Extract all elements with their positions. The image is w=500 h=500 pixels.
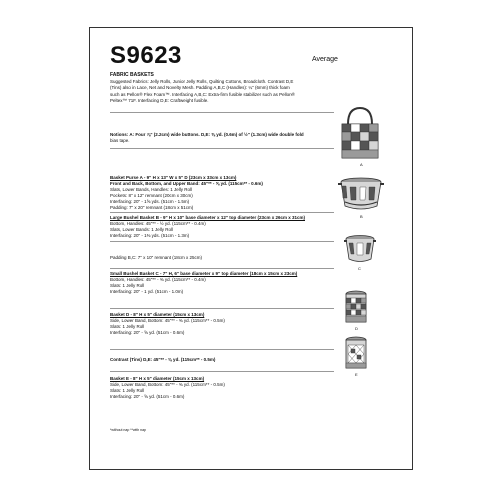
yardage-line: Interfacing: 20" - 1⅜ yds. (51cm - 1.3m) bbox=[110, 233, 190, 238]
suggested-line: Peltex™ 71F. Interfacing D,E: Craftweight fusible. bbox=[110, 98, 209, 104]
divider bbox=[110, 308, 334, 309]
yardage-line: Slats: 1 Jelly Roll bbox=[110, 388, 145, 393]
yardage-line: Bottom, Handles: 45"** - ½ yd. (115cm** - 0.4m) bbox=[110, 221, 206, 226]
divider bbox=[110, 371, 334, 372]
divider bbox=[110, 268, 334, 269]
section-basket-e bbox=[110, 376, 340, 400]
suggested-line: Suggested Fabrics: Jelly Rolls, Junior Jelly Rolls, Quilting Cottons, Broadcloth. Contrast D,E bbox=[110, 79, 294, 84]
section-padding bbox=[110, 255, 340, 261]
divider bbox=[110, 148, 334, 149]
section-contrast bbox=[110, 357, 340, 363]
yardage-line: Interfacing: 20" - ⅝ yd. (51cm - 0.6m) bbox=[110, 330, 185, 335]
yardage-line: Bottom, Handles: 45"** - ⅜ yd. (115cm** - 0.4m) bbox=[110, 277, 206, 282]
suggested-fabrics bbox=[110, 79, 350, 105]
section-title: FABRIC BASKETS bbox=[110, 72, 154, 78]
yardage-line: Side, Lower Band, Bottom: 45"** - ⅜ yd. (115cm** - 0.5m) bbox=[110, 318, 225, 323]
yardage-line: Interfacing: 20" - 1 yd. (51cm - 1.0m) bbox=[110, 289, 184, 294]
yardage-line: Contrast (Tins) D,E: 45"** - ⅜ yd. (115cm** - 0.5m) bbox=[110, 357, 216, 362]
notions-line: Notions: A: Four ⅞" (2.2cm) wide buttons. D,E: ⅝ yd. (0.6m) of ½" (1.3cm) wide double fold bbox=[110, 132, 304, 137]
yardage-line: Side, Lower Band, Bottom: 45"** - ⅜ yd. (115cm** - 0.5m) bbox=[110, 382, 225, 387]
suggested-line: such as Pellon® Flex Foam™. Interfacing A,B,C: Extra-firm fusible stabilizer such as Pellon® bbox=[110, 91, 295, 97]
section-heading: Basket Purse A - 9" H x 13" W x 5" D (23cm x 33cm x 13cm) bbox=[110, 175, 237, 180]
label-c: C bbox=[358, 266, 361, 271]
yardage-line: Interfacing: 20" - 1⅝ yds. (51cm - 1.5m) bbox=[110, 199, 190, 204]
label-d: D bbox=[355, 326, 358, 331]
notions bbox=[110, 132, 340, 144]
suggested-line: (Tins) also in Lace, Net and Novelty Mesh. Padding A,B,C (Handles): ¼" (6mm) thick foam bbox=[110, 85, 290, 91]
basket-a-illustration bbox=[338, 106, 382, 162]
label-a: A bbox=[360, 162, 363, 167]
basket-b-illustration bbox=[338, 176, 384, 212]
label-e: E bbox=[355, 372, 358, 377]
footnote: *without nap **with nap bbox=[110, 428, 146, 432]
label-b: B bbox=[360, 214, 363, 219]
basket-e-illustration bbox=[344, 336, 368, 370]
section-heading: Basket E - 8" H x 5" diameter (15cm x 13cm) bbox=[110, 376, 205, 381]
section-basket-b bbox=[110, 215, 340, 239]
section-heading: Basket D - 8" H x 5" diameter (15cm x 13cm) bbox=[110, 312, 205, 317]
divider bbox=[110, 349, 334, 350]
section-heading: Large Bushel Basket B - 9" H x 10" base diameter x 12" top diameter (23cm x 26cm x 31cm) bbox=[110, 215, 305, 220]
yardage-line: Slats: 1 Jelly Roll bbox=[110, 283, 145, 288]
yardage-line: Front and Back, Bottom, and Upper Band: 45"** - ⅝ yd. (115cm** - 0.6m) bbox=[110, 181, 263, 186]
divider bbox=[110, 212, 334, 213]
pattern-sheet bbox=[89, 27, 413, 470]
section-basket-d bbox=[110, 312, 340, 336]
section-basket-c bbox=[110, 271, 340, 295]
yardage-line: Interfacing: 20" - ⅝ yd. (51cm - 0.6m) bbox=[110, 394, 185, 399]
yardage-line: Slats, Lower Bands: 1 Jelly Roll bbox=[110, 227, 174, 232]
yardage-line: Slats, Lower Bands, Handles: 1 Jelly Roll bbox=[110, 187, 193, 192]
section-heading: Small Bushel Basket C - 7" H, 6" base diameter x 9" top diameter (18cm x 15cm x 23cm) bbox=[110, 271, 298, 276]
yardage-line: Padding B,C: 7" x 10" remnant (18cm x 25cm) bbox=[110, 255, 202, 260]
yardage-line: Pockets: 8" x 12" remnant (20cm x 30cm) bbox=[110, 193, 193, 198]
size-range: Average bbox=[312, 56, 338, 63]
yardage-line: Slats: 1 Jelly Roll bbox=[110, 324, 145, 329]
pattern-number: S9623 bbox=[110, 42, 182, 69]
basket-c-illustration bbox=[344, 234, 376, 264]
yardage-line: Padding: 7" x 20" remnant (18cm x 51cm) bbox=[110, 205, 194, 210]
basket-d-illustration bbox=[344, 290, 368, 324]
section-basket-a bbox=[110, 175, 340, 211]
divider bbox=[110, 241, 334, 242]
divider bbox=[110, 112, 334, 113]
notions-line: bias tape. bbox=[110, 138, 130, 143]
